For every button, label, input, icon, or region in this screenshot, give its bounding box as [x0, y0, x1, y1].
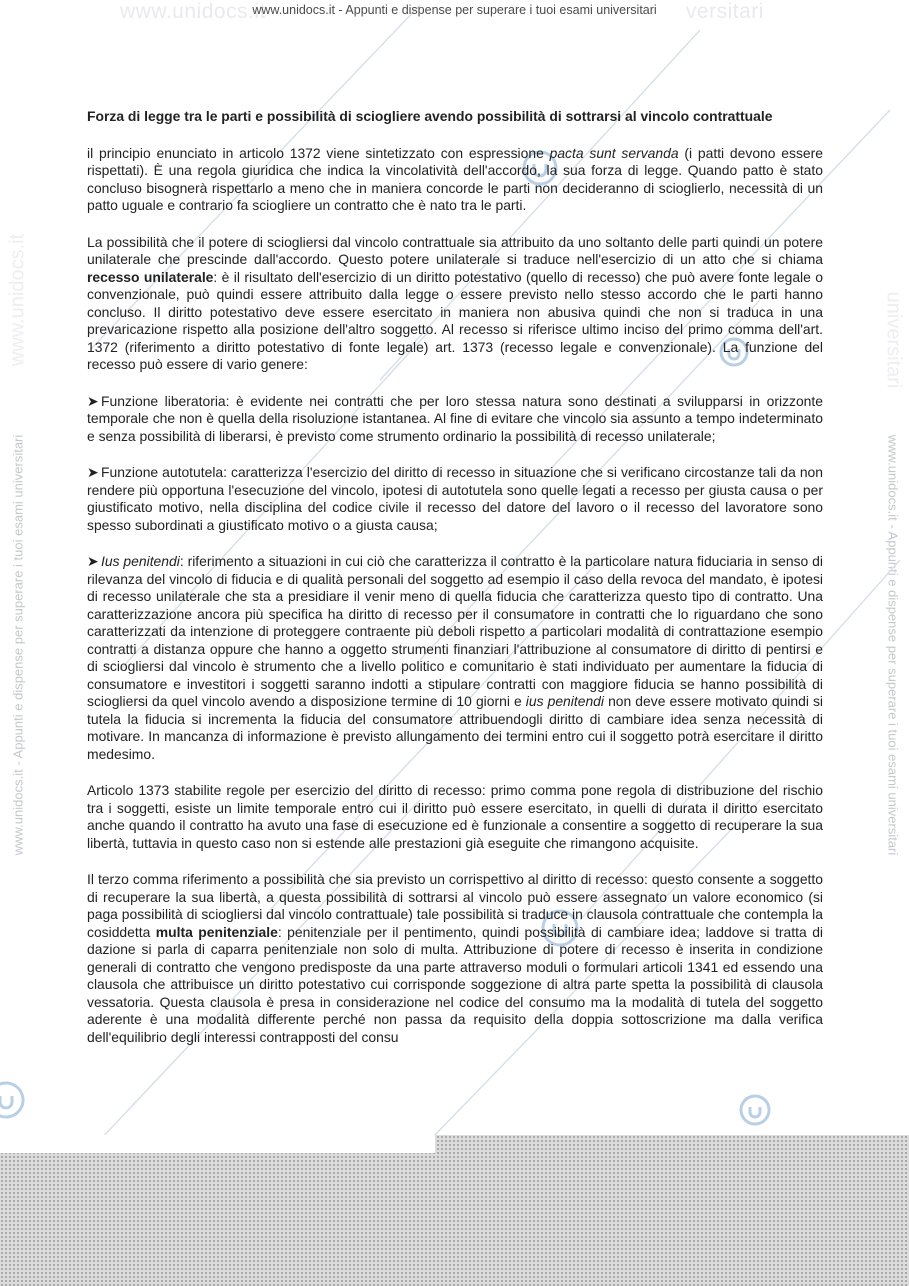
document-title: Forza di legge tra le parti e possibilità di sciogliere avendo possibilità di sottrarsi al vincolo contrattuale [87, 108, 773, 124]
term-recesso-unilaterale: recesso unilaterale [87, 268, 214, 285]
preview-mask-gap [0, 1135, 435, 1153]
source-header: www.unidocs.it - Appunti e dispense per superare i tuoi esami universitari [252, 3, 657, 17]
side-watermark-left: www.unidocs.it - Appunti e dispense per superare i tuoi esami universitari [10, 434, 26, 856]
ghost-watermark-right: universitari [882, 291, 905, 389]
term-pacta-sunt-servanda: pacta sunt servanda [549, 144, 679, 161]
ghost-watermark-left: www.unidocs.it [6, 233, 29, 367]
ghost-watermark-top: www.unidocs.it versitari [120, 0, 764, 23]
arrowhead-bullet-icon: ➤ [87, 464, 99, 480]
document-body [87, 108, 823, 1065]
term-ius-penitendi: Ius penitendi [101, 553, 180, 569]
paragraph-pacta-sunt-servanda: il principio enunciato in articolo 1372 viene sintetizzato con espressione pacta sunt servanda (i patti devono essere rispettati). È una regola giuridica che indica la vincolatività dell'accordo, la sua forza di legge. Quando patto è stato concluso bisognerà rispettarlo a meno che in maniera concorde le parti non decideranno di scioglierlo, necessità di un patto uguale e contrario fa sciogliere un contratto che è nato tra le parti. [87, 144, 823, 213]
term-multa-penitenziale: multa penitenziale [155, 923, 278, 940]
arrowhead-bullet-icon: ➤ [87, 392, 99, 409]
side-watermark-right: www.unidocs.it - Appunti e dispense per superare i tuoi esami universitari [885, 434, 901, 856]
bullet-funzione-autotutela: ➤ Funzione autotutela: caratterizza l'esercizio del diritto di recesso in situazione che si verificano circostanze tali da non rendere più opportuna l'esecuzione del vincolo, ipotesi di autotutela sono quelle legati a recesso per giusta causa o per giustificato motivo, nella disciplina del codice civile il recesso del datore del lavoro o il recesso del lavoratore sono spesso subordinati a giustificato motivo o a giusta causa; [87, 464, 823, 533]
bullet-funzione-liberatoria: ➤ Funzione liberatoria: è evidente nei contratti che per loro stessa natura sono destinati a svilupparsi in orizzonte temporale che non è quella della risoluzione istantanea. Al fine di evitare che vincolo sia assunto a tempo indeterminato e senza possibilità di liberarsi, è previsto come strumento ordinario la possibilità di recesso unilaterale; [87, 392, 823, 444]
paragraph-recesso-unilaterale: La possibilità che il potere di sciogliersi dal vincolo contrattuale sia attribuito da uno soltanto delle parti quindi un potere unilaterale che prescinde dall'accordo. Questo potere unilaterale si traduce nell'esercizio di un atto che si chiama recesso unilaterale: è il risultato dell'esercizio di un diritto potestativo (quello di recesso) che può avere fonte legale o convenzionale, può quindi essere attribuito dalla legge o essere previsto nello stesso accordo che le parti hanno concluso. Il diritto potestativo deve essere esercitato in maniera non abusiva quindi che non si traduca in una prevaricazione rispetto alla posizione dell'altro soggetto. Al recesso si riferisce ultimo inciso del primo comma dell'art. 1372 (riferimento a diritto potestativo di fonte legale) art. 1373 (recesso legale e convenzionale). La funzione del recesso può essere di vario genere: [87, 233, 823, 372]
bullet-ius-penitendi: ➤ Ius penitendi: riferimento a situazioni in cui ciò che caratterizza il contratto è la particolare natura fiduciaria in senso di rilevanza del vincolo di fiducia e di qualità personali del soggetto ad esempio il caso della revoca del mandato, è ipotesi di recesso unilaterale che sta a presidiare il venir meno di quella fiducia che caratterizza questo tipo di contratto. Una caratterizzazione ancora più specifica ha diritto di recesso per il consumatore in contratti che lo riguardano che sono caratterizzati da intenzione di proteggere contraente più deboli rispetto a particolari modalità di contrattazione esempio contratti a distanza oppure che hanno a oggetto strumenti finanziari l'attribuzione al consumatore di diritto di pentirsi e di sciogliersi dal vincolo è strumento che a livello politico e comunitario è stati individuato per aumentare la fiducia di consumatore e investitori i soggetti saranno indotti a stipulare contratti con maggiore fiducia se hanno possibilità di sciogliersi da quel vincolo avendo a disposizione termine di 10 giorni e ius penitendi non deve essere motivato quindi si tutela la fiducia si incrementa la fiducia del consumatore attribuendogli diritto di cambiare idea senza necessità di motivare. In mancanza di informazione è previsto allungamento dei termini entro cui il soggetto potrà esercitare il diritto medesimo. [87, 553, 823, 762]
paragraph-multa-penitenziale: Il terzo comma riferimento a possibilità che sia previsto un corrispettivo al diritto di recesso: questo consente a soggetto di recuperare la sua libertà, a questa possibilità di sottrarsi al vincolo può essere assegnato un valore economico (si paga possibilità di sciogliersi dal vincolo contrattuale) tale possibilità si traduce in clausola contrattuale che contempla la cosiddetta multa penitenziale: penitenziale per il pentimento, quindi possibilità di cambiare idea; laddove si tratta di dazione si parla di caparra penitenziale non solo di multa. Attribuzione di potere di recesso è inserita in condizione generali di contratto che vengono predisposte da una parte attraverso moduli o formulari articoli 1341 ed essendo una clausola che attribuisce un diritto potestativo cui corrisponde soggezione di altra parte spetta la possibilità di clausola vessatoria. Questa clausola è presa in considerazione nel codice del consumo ma la modalità di tutela del soggetto aderente è una modalità differente perché non passa da requisito della doppia sottoscrizione ma dalla verifica dell'equilibrio degli interessi contrapposti del consu [87, 871, 823, 1045]
paragraph-articolo-1373: Articolo 1373 stabilite regole per esercizio del diritto di recesso: primo comma pone regola di distribuzione del rischio tra i soggetti, esiste un limite temporale entro cui il diritto può essere esercitato, in quelli di durata il diritto esercitato anche quando il contratto ha avuto una fase di esecuzione ed è funzionale a consentire a soggetto di recuperare la sua libertà, tuttavia in questo caso non si estende alle prestazioni già eseguite che rimangono acquisite. [87, 782, 823, 851]
arrowhead-bullet-icon: ➤ [87, 553, 99, 569]
preview-mask [0, 1135, 909, 1286]
